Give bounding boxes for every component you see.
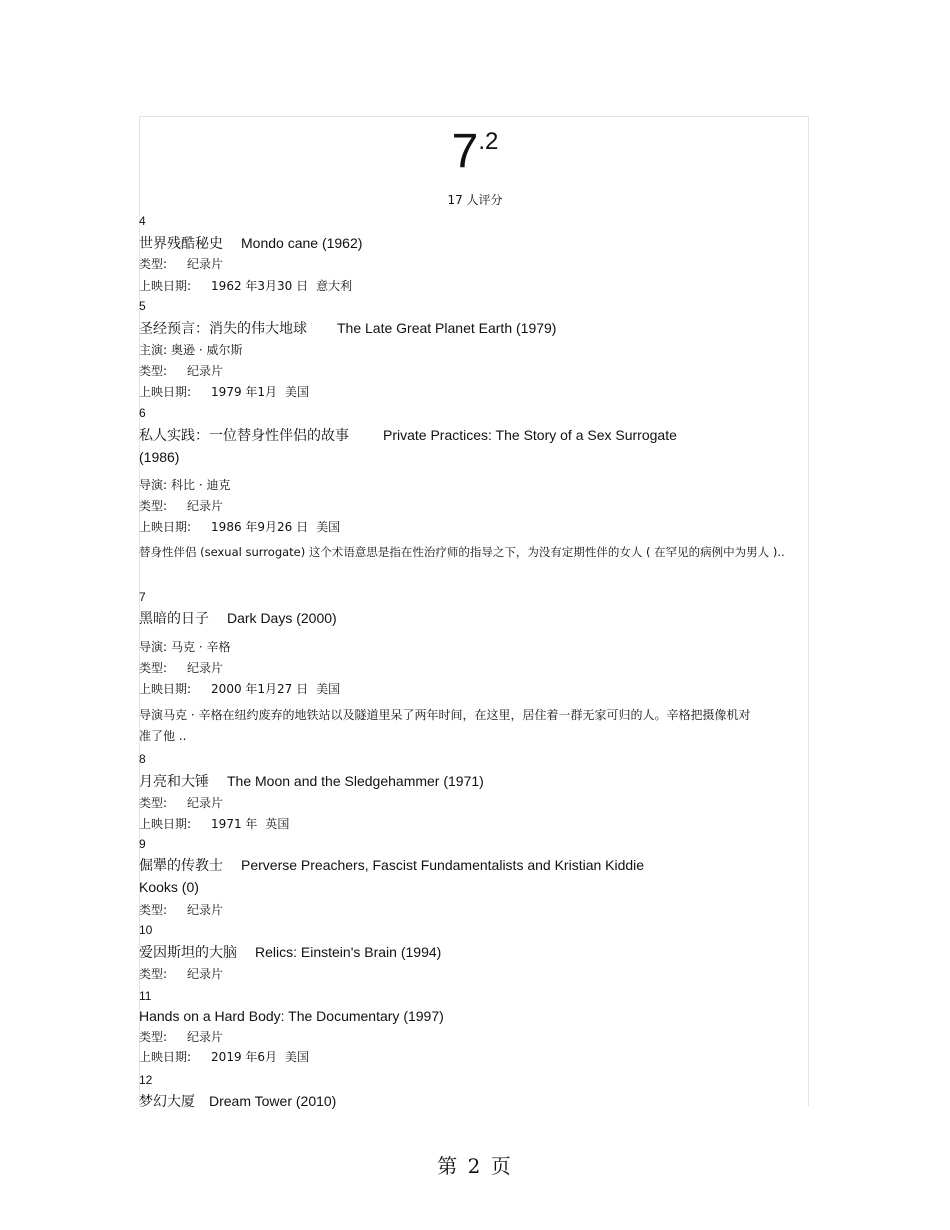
entry-release-date [139,383,309,400]
entry-title-cn: 倔犟的传教士 [139,858,223,874]
entry-number: 4 [139,214,146,228]
entry-type [139,255,223,272]
date-value: 2019 年6月 [211,1050,278,1064]
entry-title[interactable] [139,1008,444,1024]
entry-release-date [139,518,340,535]
date-label: 上映日期: [139,1050,192,1064]
entry-title-en: Mondo cane (1962) [241,235,363,251]
date-value: 1962 年3月30 日 [211,279,309,293]
entry-number: 6 [139,406,146,420]
role-label: 导演: [139,478,168,492]
type-label: 类型: [139,967,168,981]
type-label: 类型: [139,499,168,513]
type-label: 类型: [139,661,168,675]
date-value: 2000 年1月27 日 [211,682,309,696]
entry-title-cn: 月亮和大锤 [139,774,209,790]
type-value: 纪录片 [187,967,224,981]
date-label: 上映日期: [139,520,192,534]
date-value: 1979 年1月 [211,385,278,399]
entry-release-date [139,1048,309,1065]
entry-title[interactable] [139,942,441,962]
entry-title-en: Relics: Einstein's Brain (1994) [255,944,442,960]
entry-type [139,794,223,811]
date-label: 上映日期: [139,385,192,399]
type-value: 纪录片 [187,1030,224,1044]
entry-release-date [139,680,340,697]
type-label: 类型: [139,796,168,810]
region-value: 美国 [316,682,341,696]
entry-number: 10 [139,923,153,937]
role-value: 科比 · 迪克 [171,478,231,492]
type-value: 纪录片 [187,903,224,917]
rating-score-decimal: .2 [478,128,499,155]
entry-type [139,1028,223,1045]
region-value: 意大利 [316,279,353,293]
region-value: 美国 [316,520,341,534]
entry-type [139,965,223,982]
entry-description: 替身性伴侣 (sexual surrogate) 这个术语意思是指在性治疗师的指导之下，为没有定期性伴的女人 ( 在罕见的病例中为男人 ).. [139,545,785,559]
entry-title-cn: 私人实践：一位替身性伴侣的故事 [139,428,349,444]
entry-title-en: Dark Days (2000) [227,610,337,626]
entry-title-en: Dream Tower (2010) [209,1093,337,1109]
page-number: 第 2 页 [437,1154,513,1178]
entry-number: 11 [139,989,152,1003]
entry-number: 5 [139,299,146,313]
role-value: 奥逊 · 威尔斯 [171,343,243,357]
entry-title-cn: 黑暗的日子 [139,611,209,627]
entry-title-en: The Late Great Planet Earth (1979) [337,320,557,336]
date-label: 上映日期: [139,682,192,696]
entry-release-date [139,277,352,294]
entry-title[interactable] [139,855,644,875]
entry-director [139,638,231,655]
type-label: 类型: [139,364,168,378]
entry-number: 7 [139,590,146,604]
entry-title[interactable] [139,233,362,253]
entry-release-date [139,815,289,832]
date-label: 上映日期: [139,279,192,293]
region-value: 美国 [285,385,310,399]
type-value: 纪录片 [187,499,224,513]
entry-title-cn: 世界残酷秘史 [139,236,223,252]
type-label: 类型: [139,1030,168,1044]
entry-director [139,476,231,493]
entry-title-continued: (1986) [139,449,180,465]
region-value: 英国 [265,817,290,831]
type-value: 纪录片 [187,364,224,378]
type-value: 纪录片 [187,796,224,810]
entry-title-en: Perverse Preachers, Fascist Fundamentalists and Kristian Kiddie [241,857,645,873]
entry-type [139,362,223,379]
entry-cast [139,341,243,358]
entry-number: 9 [139,837,146,851]
region-value: 美国 [285,1050,310,1064]
entry-title[interactable] [139,1091,336,1111]
entry-type [139,497,223,514]
rating-score [0,125,950,178]
entry-title-cn: 爱因斯坦的大脑 [139,945,237,961]
entry-title-en: The Moon and the Sledgehammer (1971) [227,773,484,789]
role-value: 马克 · 辛格 [171,640,231,654]
role-label: 导演: [139,640,168,654]
entry-type [139,901,223,918]
type-label: 类型: [139,257,168,271]
type-value: 纪录片 [187,257,224,271]
entry-title-cn: 圣经预言：消失的伟大地球 [139,321,307,337]
rating-count: 17 人评分 [447,193,503,207]
entry-title[interactable] [139,425,677,445]
type-value: 纪录片 [187,661,224,675]
entry-number: 12 [139,1073,153,1087]
type-label: 类型: [139,903,168,917]
entry-description: 导演马克 · 辛格在纽约废弃的地铁站以及隧道里呆了两年时间，在这里，居住着一群无家可归的人。辛格把摄像机对准了他 .. [139,708,751,743]
entry-title[interactable] [139,771,484,791]
entry-title-en: Private Practices: The Story of a Sex Surrogate [383,427,677,443]
entry-title-continued: Kooks (0) [139,879,199,895]
entry-title-en: Hands on a Hard Body: The Documentary (1997) [139,1008,444,1024]
date-label: 上映日期: [139,817,192,831]
entry-number: 8 [139,752,146,766]
role-label: 主演: [139,343,168,357]
entry-type [139,659,223,676]
entry-title[interactable] [139,318,556,338]
rating-score-integer: 7 [451,125,479,178]
entry-title[interactable] [139,608,337,628]
date-value: 1986 年9月26 日 [211,520,309,534]
date-value: 1971 年 [211,817,258,831]
entry-title-cn: 梦幻大厦 [139,1094,195,1110]
